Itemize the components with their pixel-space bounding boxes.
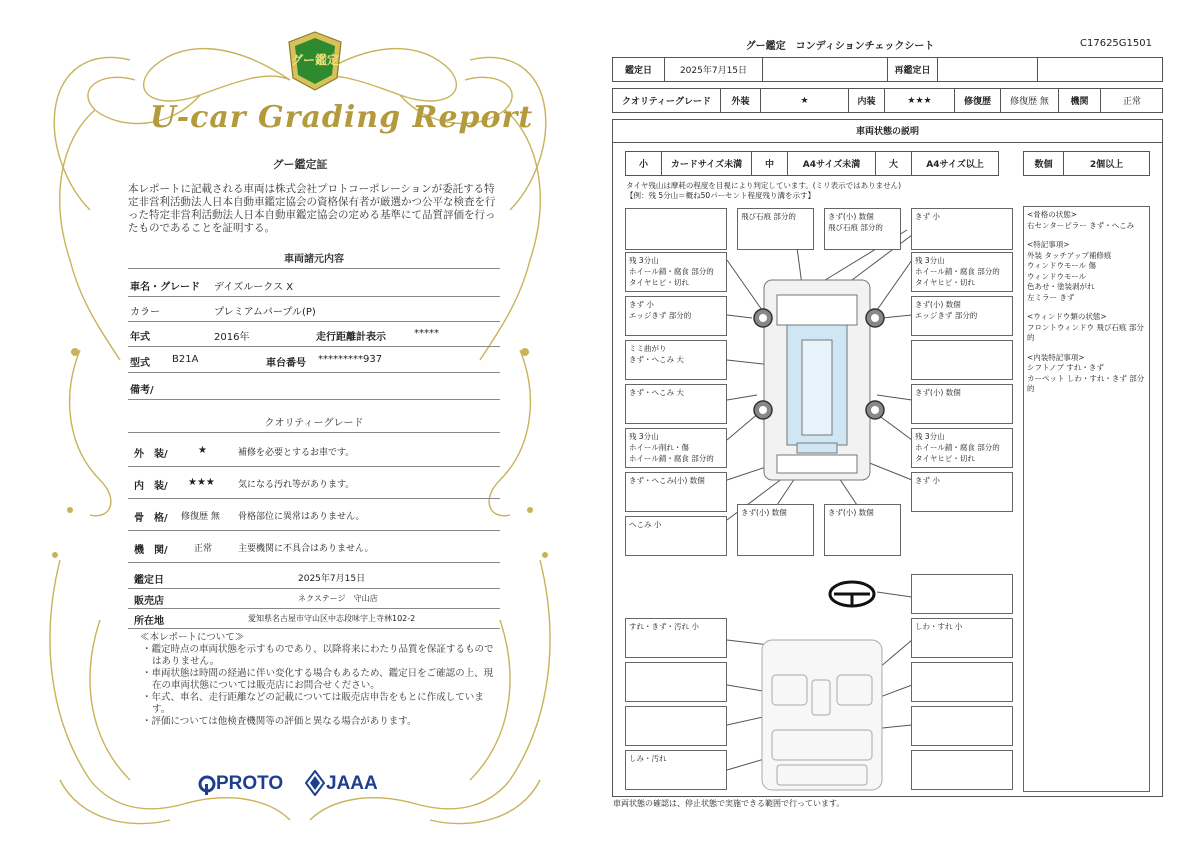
- damage-box-rear-center-a: きず(小) 数個: [737, 504, 814, 556]
- side-notes: [1023, 206, 1150, 792]
- grade-row-exterior: [128, 438, 500, 467]
- quality-row: [612, 88, 1163, 113]
- model-label: 型式: [130, 358, 150, 369]
- year-label: 年式: [130, 332, 150, 343]
- sheet-interior-value: ★★★: [885, 89, 955, 112]
- exterior-desc: 補修を必要とするお車です。: [238, 448, 355, 458]
- damage-box-interior-left-top: すれ・きず・汚れ 小: [625, 618, 727, 658]
- damage-box-interior-right-mid: [911, 662, 1013, 702]
- spec-row-name: [128, 271, 500, 297]
- window-notes: フロントウィンドウ 飛び石痕 部分的: [1027, 322, 1144, 342]
- special-note-item: 色あせ・塗装剥がれ: [1027, 282, 1095, 291]
- explain-heading: 車両状態の説明: [612, 119, 1163, 143]
- proto-logo-text: PROTO: [216, 773, 284, 794]
- jaaa-logo-icon: [305, 770, 325, 796]
- special-notes-heading: <特記事項>: [1027, 240, 1070, 249]
- interior-note-item: シフトノブ すれ・きず: [1027, 363, 1104, 372]
- shop-value: ネクステージ 守山店: [298, 594, 378, 603]
- name-grade-label: 車名・グレード: [130, 282, 200, 293]
- damage-box-right-rear-tire: 残 3分山 ホイール錆・腐食 部分的 タイヤヒビ・切れ: [911, 428, 1013, 468]
- sheet-repair-value: 修復歴 無: [1001, 89, 1059, 112]
- note-item: ・車両状態は時間の経過に伴い変化する場合もあるため、鑑定日をご確認の上、現在の車両状態については販売店にお問合せください。: [142, 668, 494, 691]
- legend-large: 大: [876, 152, 912, 175]
- damage-box-top-center: 飛び石痕 部分的: [737, 208, 814, 250]
- damage-box-left-front-tire: 残 3分山 ホイール錆・腐食 部分的 タイヤヒビ・切れ: [625, 252, 727, 292]
- certificate-notes: [140, 632, 495, 728]
- sheet-exterior-label: 外装: [721, 89, 761, 112]
- exterior-stars: ★: [198, 445, 207, 456]
- address-label: 所在地: [134, 616, 164, 627]
- special-note-item: ウィンドウモール 傷: [1027, 261, 1096, 270]
- legend-mid: 中: [752, 152, 788, 175]
- damage-box-right-front-door: [911, 340, 1013, 380]
- exterior-label: 外 装/: [134, 449, 168, 460]
- engine-desc: 主要機関に不具合はありません。: [238, 544, 374, 554]
- year-value: 2016年: [214, 332, 250, 343]
- window-notes-heading: <ウィンドウ類の状態>: [1027, 312, 1107, 321]
- interior-notes-heading: <内装特記事項>: [1027, 352, 1085, 362]
- interior-stars: ★★★: [188, 477, 215, 488]
- damage-box-right-front-fender: きず(小) 数個 エッジきず 部分的: [911, 296, 1013, 336]
- damage-box-left-front-fender: きず 小 エッジきず 部分的: [625, 296, 727, 336]
- frame-label: 骨 格/: [134, 513, 168, 524]
- color-label: カラー: [130, 307, 160, 318]
- legend-count: 数個: [1024, 152, 1064, 175]
- spec-row-year: [128, 321, 500, 347]
- badge-text: グー鑑定: [290, 53, 340, 67]
- damage-box-right-quarter: きず 小: [911, 472, 1013, 512]
- tire-note-2: 【例：残 5分山＝概ね50パーセント程度残り溝を示す】: [626, 191, 816, 200]
- date-value: 2025年7月15日: [298, 574, 366, 584]
- spec-row-color: [128, 296, 500, 322]
- note-item: ・評価については他検査機関等の評価と異なる場合があります。: [142, 716, 417, 727]
- legend-mid-desc: A4サイズ未満: [788, 152, 876, 175]
- legend-small-desc: カードサイズ未満: [662, 152, 752, 175]
- divider: [128, 432, 500, 433]
- reinspect-value: [938, 58, 1038, 81]
- count-legend: [1023, 151, 1150, 176]
- legend-small: 小: [626, 152, 662, 175]
- info-row-date: [128, 566, 500, 589]
- engine-value: 正常: [194, 544, 213, 554]
- sheet-engine-value: 正常: [1122, 97, 1141, 107]
- notes-heading: ≪本レポートについて≫: [140, 632, 245, 643]
- legend-count-desc: 2個以上: [1089, 160, 1124, 170]
- footer-note: 車両状態の確認は、停止状態で実施できる範囲で行っています。: [613, 799, 845, 808]
- grade-row-engine: [128, 534, 500, 563]
- frame-value: 修復歴 無: [181, 512, 220, 522]
- shop-label: 販売店: [134, 596, 164, 607]
- damage-box-interior-right-low: [911, 706, 1013, 746]
- steering-wheel-icon: [830, 582, 874, 606]
- quality-heading: クオリティーグレード: [264, 418, 364, 429]
- special-note-item: 左ミラー きず: [1027, 292, 1075, 302]
- interior-desc: 気になる汚れ等があります。: [238, 480, 355, 490]
- damage-box-top-right-b: きず 小: [911, 208, 1013, 250]
- legend-large-desc: A4サイズ以上: [926, 160, 984, 170]
- damage-box-interior-left-bottom: しみ・汚れ: [625, 750, 727, 790]
- blank-cell: [763, 58, 888, 81]
- proto-logo-icon: [198, 774, 216, 796]
- model-value: B21A: [172, 354, 199, 365]
- damage-box-interior-right-top: しわ・すれ 小: [911, 618, 1013, 658]
- info-row-shop: [128, 588, 500, 609]
- frame-notes-heading: <骨格の状態>: [1027, 210, 1078, 219]
- date-row: [612, 57, 1163, 82]
- damage-box-left-quarter: きず・へこみ(小) 数個: [625, 472, 727, 512]
- size-legend: [625, 151, 999, 176]
- sheet-date-value: 2025年7月15日: [665, 58, 763, 81]
- certificate-subtitle: グー鑑定証: [272, 158, 328, 171]
- damage-box-left-front-door: ミミ曲がり きず・へこみ 大: [625, 340, 727, 380]
- frame-notes: 右センターピラー きず・へこみ: [1027, 220, 1135, 230]
- address-value: 愛知県名古屋市守山区中志段味字上寺林102-2: [248, 614, 416, 623]
- quality-label: クオリティーグレード: [613, 89, 721, 112]
- special-note-item: 外装 タッチアップ補修痕: [1027, 250, 1112, 260]
- certificate-intro: 本レポートに記載される車両は株式会社プロトコーポレーションが委託する特定非営利活動法人日本自動車鑑定協会の資格保有者が厳選かつ公平な検査を行った特定非営利活動法人日本自動車鑑定協会の定める基準にて品質評価を行ったものであることを証明する。: [128, 183, 496, 234]
- tire-note-1: タイヤ残山は摩耗の程度を目視により判定しています。(ミリ表示ではありません): [626, 181, 902, 190]
- damage-box-interior-left-mid: [625, 662, 727, 702]
- damage-box-rear-left: へこみ 小: [625, 516, 727, 556]
- damage-box-left-rear-door: きず・へこみ 大: [625, 384, 727, 424]
- damage-box-top-right-a: きず(小) 数個 飛び石痕 部分的: [824, 208, 901, 250]
- damage-box-interior-left-low: [625, 706, 727, 746]
- reinspect-label: 再鑑定日: [888, 58, 938, 81]
- damage-box-front-left: [625, 208, 727, 250]
- special-note-item: ウィンドウモール: [1027, 271, 1087, 281]
- sheet-engine-label: 機関: [1059, 89, 1101, 112]
- specs-heading: 車両諸元内容: [284, 254, 344, 265]
- sheet-interior-label: 内装: [849, 89, 885, 112]
- sheet-title: グー鑑定 コンディションチェックシート: [745, 41, 935, 52]
- note-item: ・鑑定時点の車両状態を示すものであり、以降将来にわたり品質を保証するものではありません。: [142, 644, 494, 667]
- damage-box-right-front-tire: 残 3分山 ホイール錆・腐食 部分的 タイヤヒビ・切れ: [911, 252, 1013, 292]
- goo-kantei-badge-icon: [285, 30, 345, 92]
- note-item: ・年式、車名、走行距離などの記載については販売店申告をもとに作成しています。: [142, 692, 484, 715]
- chassis-label: 車台番号: [266, 358, 306, 369]
- damage-box-interior-right-bottom: [911, 750, 1013, 790]
- mileage-label: 走行距離計表示: [316, 332, 386, 343]
- blank-cell: [1038, 58, 1163, 81]
- damage-box-left-rear-tire: 残 3分山 ホイール削れ・傷 ホイール錆・腐食 部分的: [625, 428, 727, 468]
- damage-box-rear-center-b: きず(小) 数個: [824, 504, 901, 556]
- sheet-repair-label: 修復歴: [955, 89, 1001, 112]
- engine-label: 機 関/: [134, 545, 168, 556]
- sheet-id: C17625G1501: [1080, 38, 1152, 49]
- mileage-value: *****: [414, 328, 439, 339]
- damage-box-steering: [911, 574, 1013, 614]
- damage-box-right-rear-door: きず(小) 数個: [911, 384, 1013, 424]
- chassis-value: *********937: [318, 354, 383, 365]
- grade-row-interior: [128, 470, 500, 499]
- spec-row-remarks: [128, 374, 500, 400]
- frame-desc: 骨格部位に異常はありません。: [238, 512, 365, 522]
- date-label: 鑑定日: [134, 575, 164, 586]
- interior-label: 内 装/: [134, 481, 168, 492]
- info-row-address: [128, 608, 500, 629]
- sheet-exterior-value: ★: [761, 89, 849, 112]
- name-grade-value: デイズルークス X: [214, 282, 294, 293]
- grade-row-frame: [128, 502, 500, 531]
- remarks-label: 備考/: [130, 385, 154, 396]
- script-title: U-car Grading Report: [150, 100, 534, 135]
- sheet-date-label: 鑑定日: [613, 58, 665, 81]
- jaaa-logo-text: JAAA: [326, 773, 378, 794]
- color-value: プレミアムパープル(P): [214, 307, 316, 318]
- spec-row-model: [128, 347, 500, 373]
- interior-note-item: カーペット しわ・すれ・きず 部分的: [1027, 373, 1145, 393]
- divider: [128, 268, 500, 269]
- interior-diagram: [762, 640, 882, 790]
